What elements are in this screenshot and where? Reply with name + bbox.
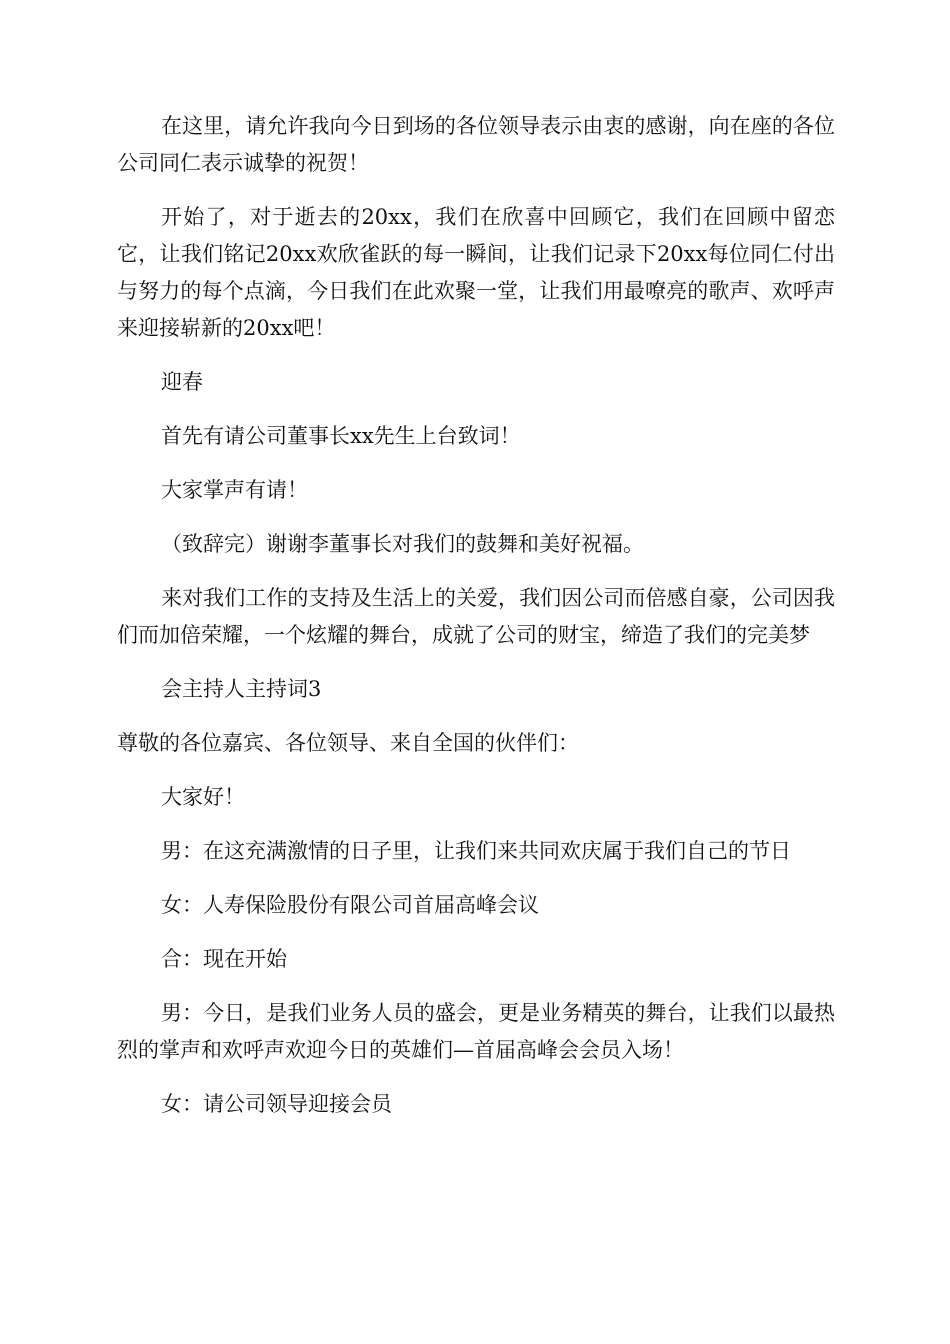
paragraph: （致辞完）谢谢李董事长对我们的鼓舞和美好祝福。 [161, 532, 644, 556]
paragraph: 女：请公司领导迎接会员 [161, 1092, 392, 1116]
paragraph: 首先有请公司董事长xx先生上台致词！ [161, 424, 521, 448]
paragraph: 合：现在开始 [161, 947, 287, 971]
paragraph: 男：在这充满激情的日子里，让我们来共同欢庆属于我们自己的节日 [161, 839, 791, 863]
paragraph: 在这里，请允许我向今日到场的各位领导表示由衷的感谢，向在座的各位公司同仁表示诚挚的祝贺！ [117, 114, 835, 175]
salutation: 尊敬的各位嘉宾、各位领导、来自全国的伙伴们： [117, 731, 579, 755]
paragraph: 女：人寿保险股份有限公司首届高峰会议 [161, 893, 539, 917]
paragraph: 来对我们工作的支持及生活上的关爱，我们因公司而倍感自豪，公司因我们而加倍荣耀，一个炫耀的舞台，成就了公司的财宝，缔造了我们的完美梦 [117, 586, 835, 647]
paragraph: 开始了，对于逝去的20xx，我们在欣喜中回顾它，我们在回顾中留恋它，让我们铭记20xx欢欣雀跃的每一瞬间，让我们记录下20xx每位同仁付出与努力的每个点滴，今日我们在此欢聚一堂，让我们用最嘹亮的歌声、欢呼声来迎接崭新的20xx吧！ [117, 205, 835, 340]
paragraph: 迎春 [161, 370, 203, 394]
paragraph: 大家好！ [161, 785, 245, 809]
paragraph: 男：今日，是我们业务人员的盛会，更是业务精英的舞台，让我们以最热烈的掌声和欢呼声欢迎今日的英雄们—首届高峰会会员入场！ [117, 1001, 835, 1062]
document-body [117, 108, 835, 1140]
paragraph: 大家掌声有请！ [161, 478, 308, 502]
section-heading: 会主持人主持词3 [161, 677, 322, 701]
